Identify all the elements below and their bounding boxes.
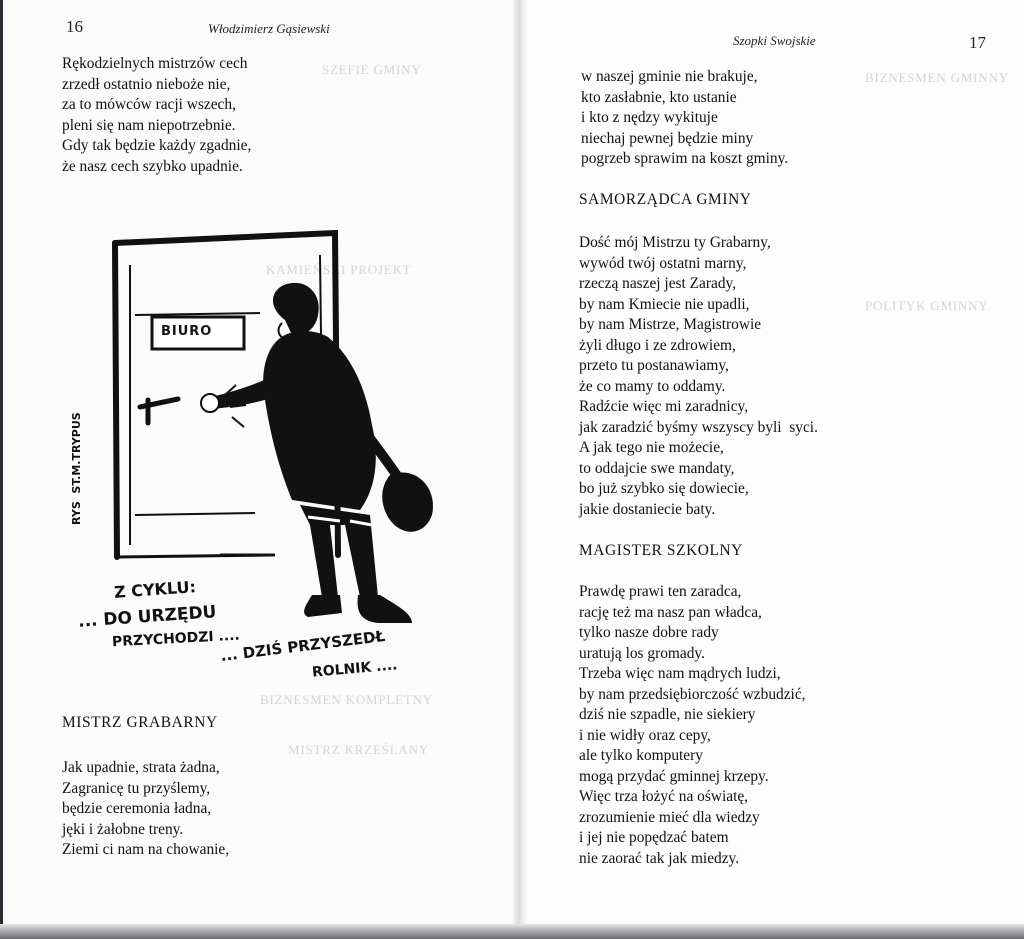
poem-line: Prawdę prawi ten zaradca, — [579, 583, 742, 600]
poem-line: by nam Kmiecie nie upadli, — [579, 295, 750, 313]
section-title: SAMORZĄDCA GMINY — [579, 191, 752, 208]
poem-line: pleni się nam niepotrzebnie. — [62, 116, 236, 134]
show-through-title: BIZNESMEN GMINNY — [865, 70, 1009, 85]
poem-line: bo już szybko się dowiecie, — [579, 480, 749, 497]
poem-line: jakie dostaniecie baty. — [579, 500, 716, 518]
poem-line: że nasz cech szybko upadnie. — [62, 157, 243, 175]
poem-line: uratują los gromady. — [579, 644, 705, 662]
poem-line: ale tylko komputery — [579, 747, 703, 764]
poem-line: dziś nie szpadle, nie siekiery — [579, 706, 756, 723]
poem-line: że co mamy to oddamy. — [579, 377, 726, 395]
poem-line: i jej nie popędzać batem — [579, 829, 729, 846]
caption-line: ROLNIK .... — [311, 657, 399, 681]
poem-line: to oddajcie swe mandaty, — [579, 459, 735, 477]
show-through-title: BIZNESMEN KOMPLETNY — [260, 692, 434, 707]
poem-line: by nam przedsiębiorczość wzbudzić, — [579, 685, 806, 703]
poem-line: jęki i żałobne treny. — [62, 820, 184, 838]
poem-line: wywód twój ostatni marny, — [579, 254, 747, 272]
poem-line: Zagranicę tu przyślemy, — [62, 779, 211, 797]
poem-stanza — [579, 233, 818, 520]
cartoon-illustration — [60, 225, 460, 695]
poem-line: za to mówców racji wszech, — [62, 96, 236, 113]
poem-line: A jak tego nie możecie, — [579, 439, 724, 456]
caption-line: ... DZIŚ PRZYSZEDŁ — [219, 626, 387, 666]
caption-line: PRZYCHODZI .... — [111, 627, 241, 651]
artist-signature: RYS ST.M.TRYPUS — [70, 412, 83, 525]
poem-line: pogrzeb sprawim na koszt gminy. — [581, 150, 789, 167]
running-head: Włodzimierz Gąsiewski — [208, 21, 330, 36]
page-number: 17 — [969, 33, 986, 52]
poem-stanza — [581, 67, 788, 170]
poem-line: kto zasłabnie, kto ustanie — [581, 88, 737, 106]
poem-line: Dość mój Mistrzu ty Grabarny, — [579, 234, 771, 251]
show-through-title: MISTRZ KRZEŚLANY — [288, 742, 429, 757]
poem-line: jak zaradzić byśmy wszyscy byli syci. — [579, 418, 818, 436]
poem-line: Trzeba więc nam mądrych ludzi, — [579, 665, 781, 682]
page-bottom-shadow — [0, 924, 1024, 939]
poem-line: Ziemi ci nam na chowanie, — [62, 841, 230, 858]
poem-line: Radźcie więc mi zaradnicy, — [579, 398, 749, 415]
running-head: Szopki Swojskie — [733, 33, 816, 48]
poem-line: Gdy tak będzie każdy zgadnie, — [62, 137, 252, 154]
caption-line: Z CYKLU: — [113, 577, 197, 602]
poem-line: żyli długo i ze zdrowiem, — [579, 336, 736, 354]
poem-line: Jak upadnie, strata żadna, — [62, 759, 220, 776]
poem-line: rzeczą naszej jest Zarady, — [579, 275, 737, 292]
poem-stanza — [62, 758, 229, 861]
poem-line: rację też ma nasz pan władca, — [579, 603, 762, 621]
poem-line: w naszej gminie nie brakuje, — [581, 68, 758, 85]
show-through-title: POLITYK GMINNY — [865, 298, 989, 313]
book-gutter — [513, 0, 527, 939]
poem-line: Więc trza łożyć na oświatę, — [579, 788, 749, 805]
poem-stanza — [579, 582, 806, 869]
show-through-title: KAMIEŃSKI PROJEKT — [266, 262, 412, 277]
section-title: MISTRZ GRABARNY — [62, 714, 218, 731]
poem-line: i kto z nędzy wykituje — [581, 109, 718, 126]
door-sign: BIURO — [161, 324, 213, 339]
poem-line: zrozumienie mieć dla wiedzy — [579, 808, 760, 826]
poem-line: tylko nasze dobre rady — [579, 624, 719, 641]
poem-line: przeto tu postanawiamy, — [579, 357, 729, 374]
caption-line: ... DO URZĘDU — [77, 602, 218, 632]
show-through-title: SZEFIE GMINY — [322, 62, 422, 77]
poem-line: niechaj pewnej będzie miny — [581, 129, 754, 147]
poem-line: by nam Mistrze, Magistrowie — [579, 316, 762, 333]
poem-line: będzie ceremonia ładna, — [62, 800, 212, 817]
poem-line: nie zaorać tak jak miedzy. — [579, 849, 740, 867]
right-page — [519, 0, 1024, 939]
poem-line: i nie widły oraz cepy, — [579, 726, 711, 744]
poem-stanza — [62, 54, 251, 177]
page-number: 16 — [66, 17, 83, 36]
poem-line: zrzedł ostatnio nieboże nie, — [62, 75, 231, 93]
poem-line: Rękodzielnych mistrzów cech — [62, 55, 248, 72]
poem-line: mogą przydać gminnej krzepy. — [579, 767, 769, 785]
page-edge — [0, 0, 3, 939]
section-title: MAGISTER SZKOLNY — [579, 542, 743, 559]
